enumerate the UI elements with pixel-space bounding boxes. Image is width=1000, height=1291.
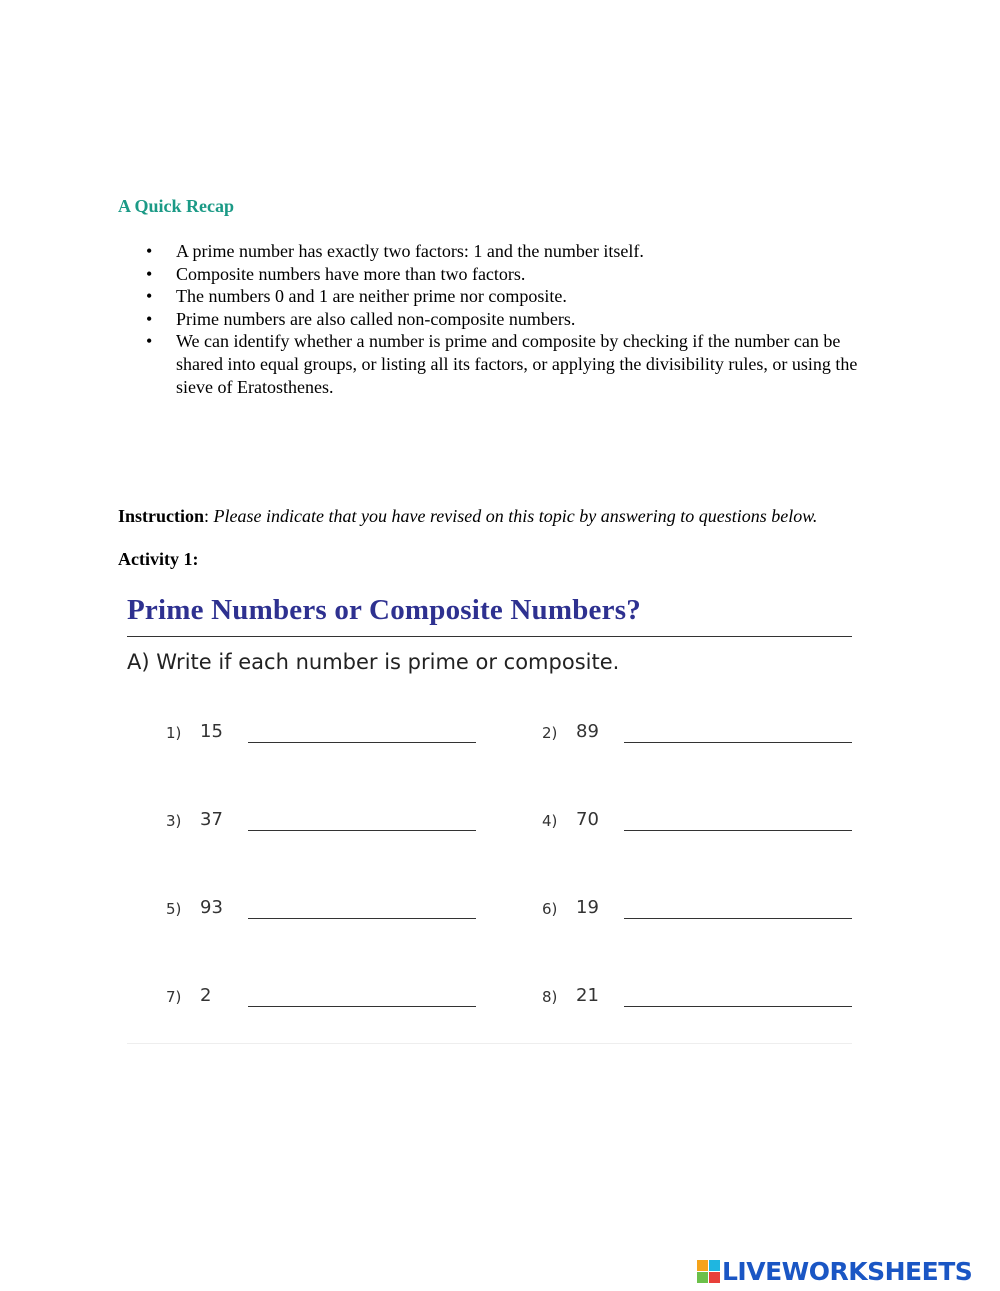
question-2 — [542, 720, 854, 750]
bullet-icon: • — [146, 286, 153, 307]
list-item-text: The numbers 0 and 1 are neither prime nor composite. — [176, 286, 567, 307]
logo-square-3 — [697, 1272, 708, 1283]
bullet-icon: • — [146, 241, 153, 261]
question-value: 2 — [200, 985, 212, 1006]
question-1 — [166, 720, 478, 750]
question-value: 19 — [576, 897, 599, 918]
worksheet-subtitle: A) Write if each number is prime or composite. — [127, 650, 620, 674]
answer-input-6[interactable] — [624, 917, 852, 919]
answer-input-2[interactable] — [624, 741, 852, 743]
logo-square-4 — [709, 1272, 720, 1283]
title-divider — [127, 636, 852, 637]
logo-square-1 — [697, 1260, 708, 1271]
brand-logo — [697, 1256, 972, 1286]
worksheet-title: Prime Numbers or Composite Numbers? — [127, 594, 641, 626]
question-3 — [166, 808, 478, 838]
answer-input-4[interactable] — [624, 829, 852, 831]
question-number: 3) — [166, 812, 182, 830]
activity-title: Activity 1: — [118, 549, 199, 569]
question-number: 6) — [542, 900, 558, 918]
question-8 — [542, 984, 854, 1014]
recap-title: A Quick Recap — [118, 196, 235, 216]
question-number: 2) — [542, 724, 558, 742]
question-value: 93 — [200, 897, 223, 918]
question-value: 21 — [576, 985, 599, 1006]
liveworksheets-logo-icon — [697, 1260, 720, 1283]
instruction — [118, 506, 817, 527]
recap-list — [118, 240, 888, 398]
question-number: 8) — [542, 988, 558, 1006]
question-number: 7) — [166, 988, 182, 1006]
question-number: 1) — [166, 724, 182, 742]
bullet-icon: • — [146, 308, 153, 329]
list-item — [118, 330, 888, 398]
question-6 — [542, 896, 854, 926]
question-value: 37 — [200, 809, 223, 830]
answer-input-7[interactable] — [248, 1005, 476, 1007]
list-item — [118, 240, 888, 263]
question-number: 4) — [542, 812, 558, 830]
list-item — [118, 263, 888, 286]
question-5 — [166, 896, 478, 926]
instruction-text: Please indicate that you have revised on this topic by answering to questions below. — [213, 506, 818, 526]
list-item-text: A prime number has exactly two factors: 1 and the number itself. — [176, 241, 644, 261]
answer-input-8[interactable] — [624, 1005, 852, 1007]
question-number: 5) — [166, 900, 182, 918]
list-item-text: We can identify whether a number is prime and composite by checking if the number can be shared into equal groups, or listing all its factors, or applying the divisibility rules, or using the sieve of Eratosthenes. — [176, 331, 858, 397]
question-value: 15 — [200, 721, 223, 742]
instruction-label: Instruction — [118, 506, 205, 526]
bullet-icon: • — [146, 331, 153, 352]
brand-name: LIVEWORKSHEETS — [722, 1256, 973, 1286]
question-4 — [542, 808, 854, 838]
list-item — [118, 308, 888, 331]
logo-square-2 — [709, 1260, 720, 1271]
instruction-separator: : — [204, 506, 214, 526]
list-item — [118, 285, 888, 308]
list-item-text: Prime numbers are also called non-composite numbers. — [176, 308, 576, 329]
question-value: 89 — [576, 721, 599, 742]
answer-input-5[interactable] — [248, 917, 476, 919]
answer-input-3[interactable] — [248, 829, 476, 831]
question-7 — [166, 984, 478, 1014]
question-value: 70 — [576, 809, 599, 830]
list-item-text: Composite numbers have more than two factors. — [176, 263, 526, 284]
bullet-icon: • — [146, 263, 153, 284]
answer-input-1[interactable] — [248, 741, 476, 743]
bottom-divider — [127, 1043, 852, 1044]
